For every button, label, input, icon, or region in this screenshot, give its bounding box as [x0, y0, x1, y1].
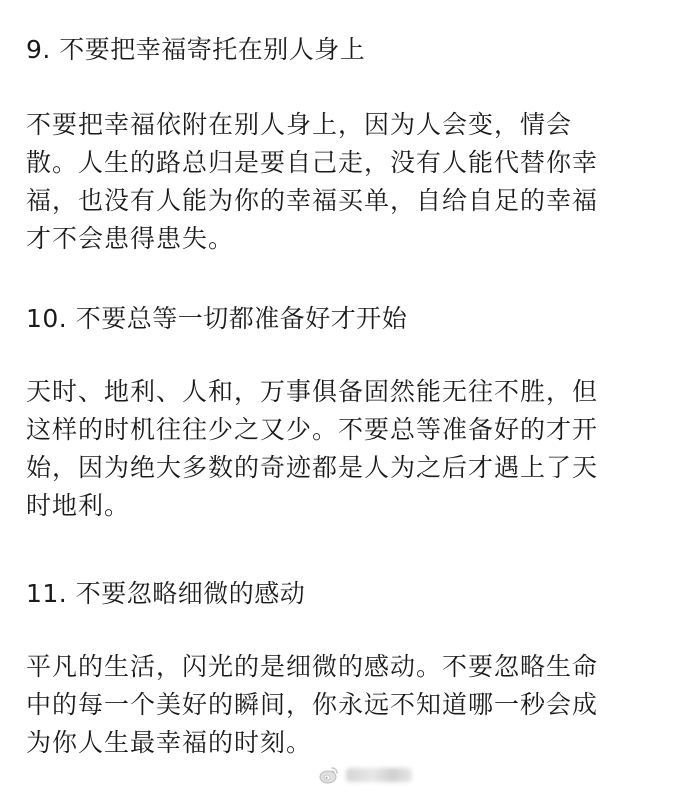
section-heading-11: 11. 不要忽略细微的感动 — [26, 579, 306, 608]
paragraph-line: 天时、地利、人和，万事俱备固然能无往不胜，但 — [26, 377, 599, 406]
section-heading-9: 9. 不要把幸福寄托在别人身上 — [26, 35, 366, 64]
paragraph-line: 这样的时机往往少之又少。不要总等准备好的才开 — [26, 415, 599, 444]
paragraph-line: 始，因为绝大多数的奇迹都是人为之后才遇上了天 — [26, 453, 599, 482]
section-heading-10: 10. 不要总等一切都准备好才开始 — [26, 304, 408, 333]
paragraph-line: 福，也没有人能为你的幸福买单，自给自足的幸福 — [26, 186, 599, 215]
paragraph-line: 时地利。 — [26, 491, 131, 520]
paragraph-line: 才不会患得患失。 — [26, 224, 235, 253]
watermark — [318, 762, 412, 788]
section-paragraph-11 — [26, 648, 598, 762]
paragraph-line: 不要把幸福依附在别人身上，因为人会变，情会 — [26, 110, 573, 139]
paragraph-line: 中的每一个美好的瞬间，你永远不知道哪一秒会成 — [26, 690, 599, 719]
paragraph-line: 为你人生最幸福的时刻。 — [26, 728, 313, 757]
paragraph-line: 平凡的生活，闪光的是细微的感动。不要忽略生命 — [26, 652, 599, 681]
paragraph-line: 散。人生的路总归是要自己走，没有人能代替你幸 — [26, 148, 599, 177]
section-paragraph-10 — [26, 373, 598, 525]
section-paragraph-9 — [26, 106, 598, 258]
weibo-logo-icon — [318, 764, 340, 786]
watermark-text-blurred — [346, 768, 412, 782]
